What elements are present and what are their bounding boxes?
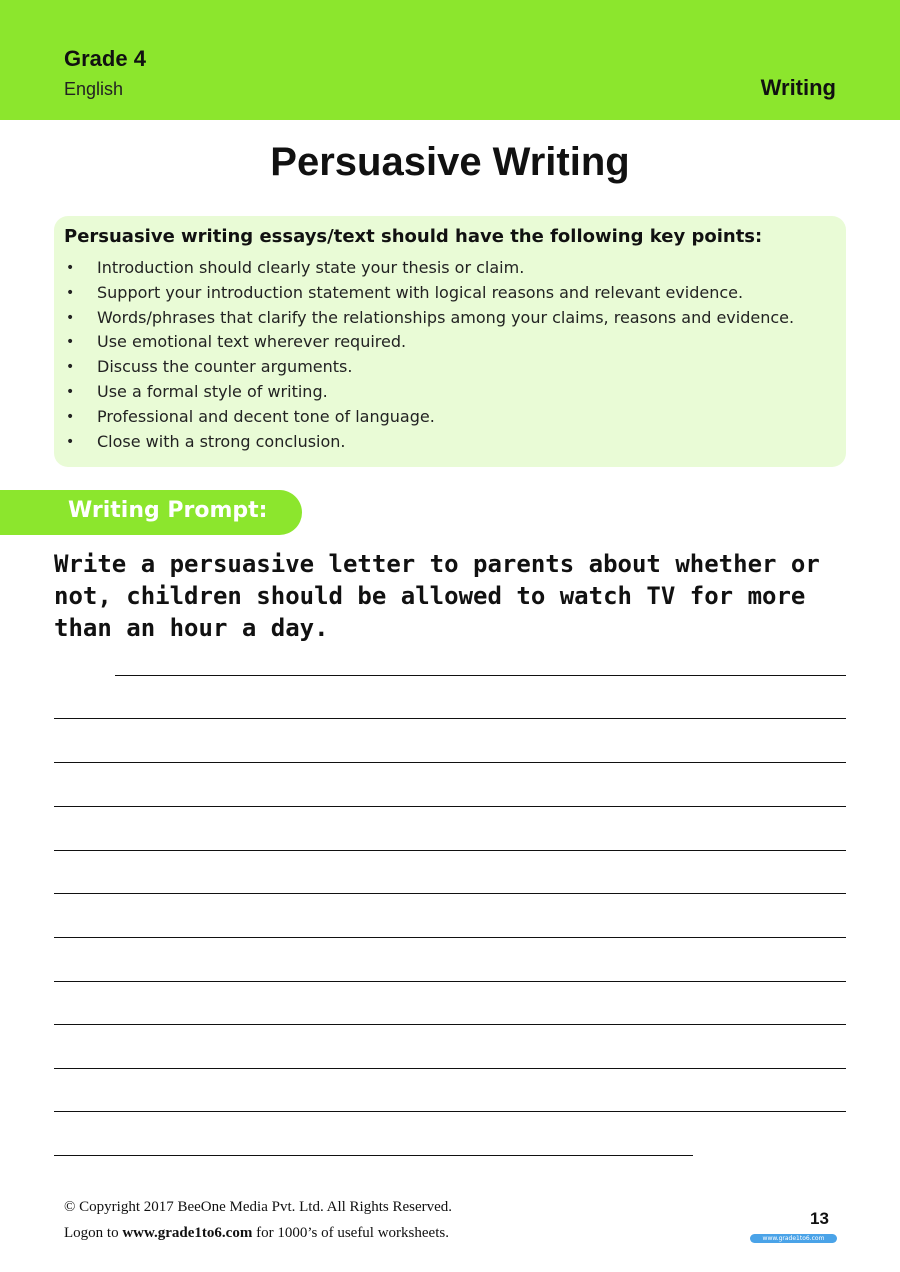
key-point-text: Introduction should clearly state your thesis or claim. [97, 258, 525, 277]
writing-line[interactable] [54, 718, 846, 719]
footer-logon [64, 1225, 449, 1242]
page-title: Persuasive Writing [270, 140, 630, 184]
key-point-text: Close with a strong conclusion. [97, 431, 346, 451]
bullet-icon: • [66, 359, 75, 376]
writing-line-first[interactable] [115, 675, 846, 676]
writing-line[interactable] [54, 893, 846, 894]
footer-logon-prefix: Logon to [64, 1225, 123, 1241]
key-point-text: Professional and decent tone of language. [97, 406, 435, 426]
writing-prompt-tab [0, 490, 302, 535]
site-badge[interactable]: www.grade1to6.com [750, 1234, 837, 1243]
key-points-heading: Persuasive writing essays/text should have the following key points: [64, 226, 763, 247]
writing-line[interactable] [54, 850, 846, 851]
writing-line[interactable] [54, 1024, 846, 1025]
bullet-icon: • [66, 433, 75, 450]
key-point-text: Discuss the counter arguments. [97, 357, 353, 377]
writing-line[interactable] [54, 981, 846, 982]
bullet-icon: • [66, 309, 75, 326]
page-number: 13 [810, 1209, 829, 1228]
bullet-icon: • [66, 284, 75, 301]
key-point-text: Words/phrases that clarify the relationships among your claims, reasons and evidence. [97, 307, 795, 327]
writing-line[interactable] [54, 806, 846, 807]
footer-copyright: © Copyright 2017 BeeOne Media Pvt. Ltd. All Rights Reserved. [64, 1199, 453, 1215]
bullet-icon: • [66, 408, 75, 425]
writing-line[interactable] [54, 937, 846, 938]
grade-title: Grade 4 [64, 46, 146, 71]
writing-line[interactable] [54, 1068, 846, 1069]
topic-label: Writing [760, 75, 836, 100]
writing-line-last[interactable] [54, 1155, 693, 1156]
writing-line[interactable] [54, 762, 846, 763]
bullet-icon: • [66, 383, 75, 400]
key-point-text: Use emotional text wherever required. [97, 332, 407, 352]
header-band [0, 0, 900, 120]
writing-prompt-label: Writing Prompt: [68, 498, 268, 523]
footer-logon-suffix: for 1000’s of useful worksheets. [252, 1225, 449, 1241]
bullet-icon: • [66, 260, 75, 276]
writing-prompt-text: Write a persuasive letter to parents about whether or not, children should be allowed to watch TV for more than an hour a day. [54, 550, 820, 642]
key-point-text: Use a formal style of writing. [97, 381, 328, 401]
key-point-text: Support your introduction statement with logical reasons and relevant evidence. [97, 282, 744, 302]
writing-line[interactable] [54, 1111, 846, 1112]
subject-label: English [64, 79, 124, 99]
bullet-icon: • [66, 334, 75, 351]
key-points-box [54, 216, 846, 467]
footer-logon-link[interactable]: www.grade1to6.com [122, 1225, 253, 1241]
